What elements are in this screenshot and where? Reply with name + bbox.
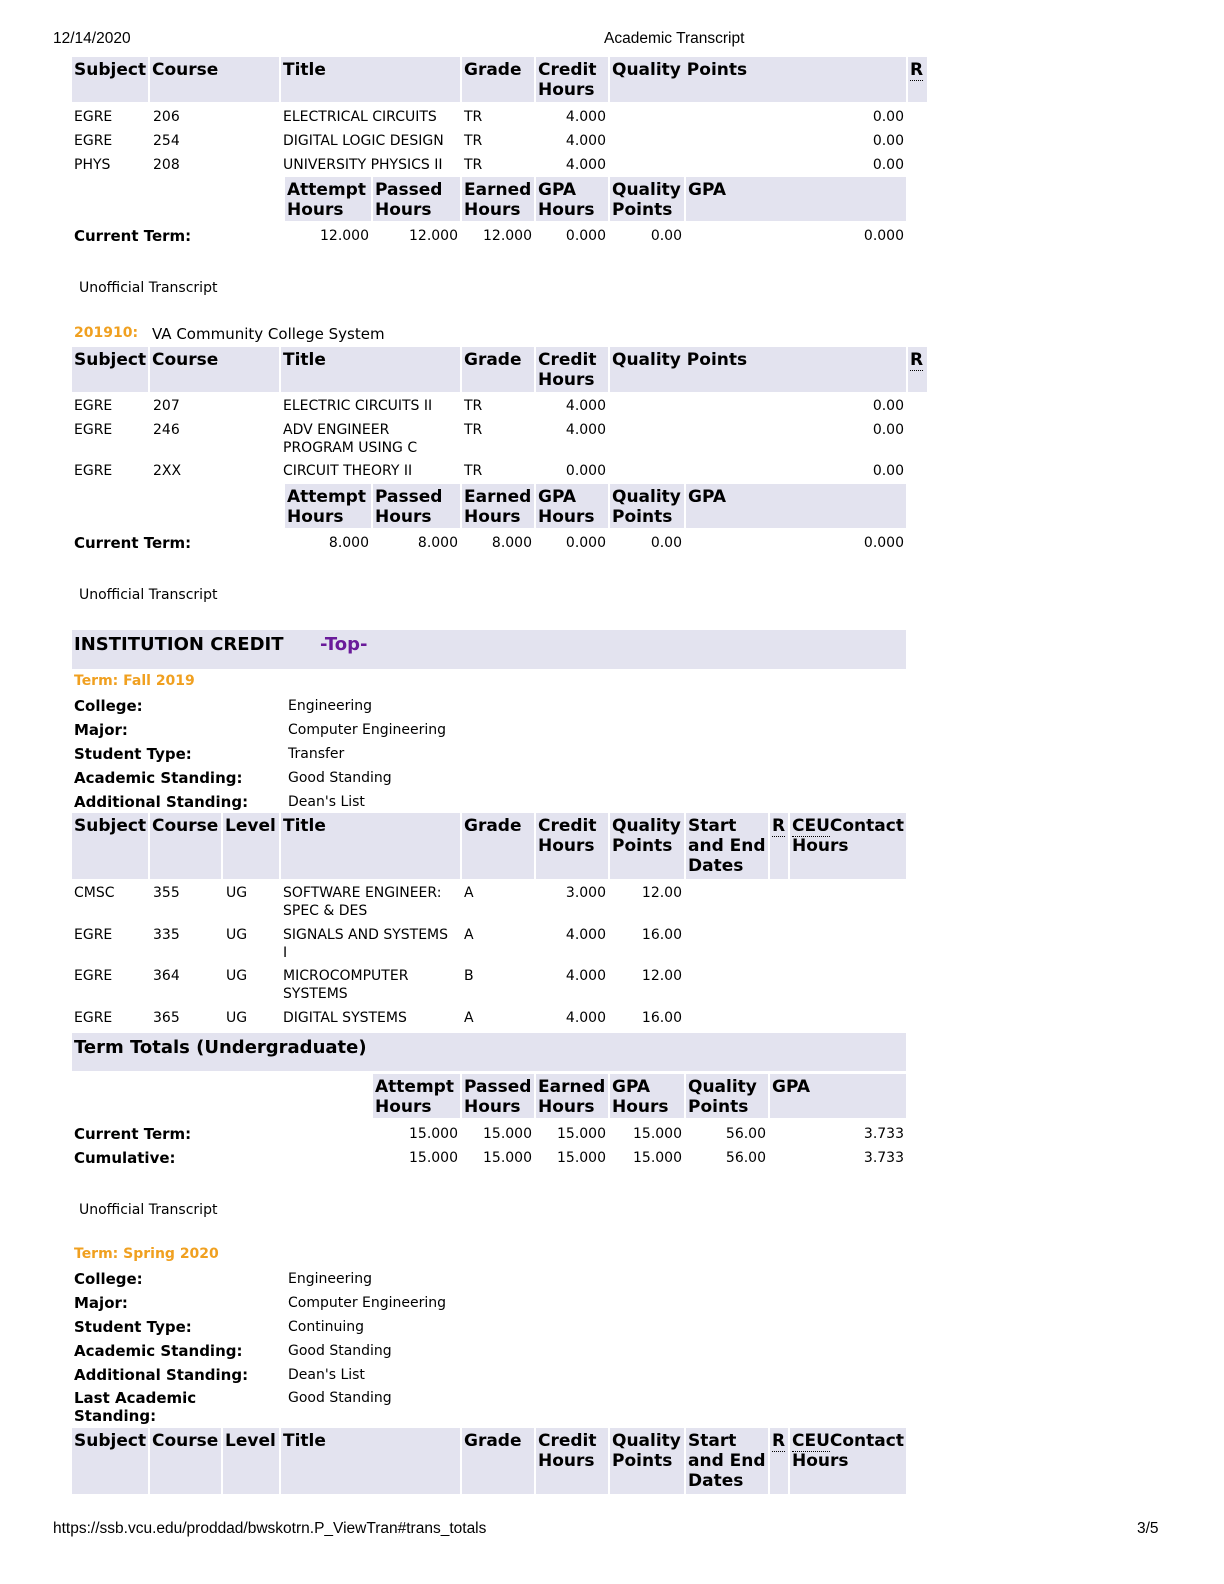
col-gpa-hours: GPA Hours (536, 484, 608, 528)
cell-course: 254 (153, 133, 180, 149)
student-type-label: Student Type: (74, 1318, 192, 1336)
total-passed: 8.000 (417, 535, 458, 551)
col-repeat: R (770, 1428, 788, 1494)
col-grade: Grade (462, 57, 534, 102)
cell-course: 355 (153, 885, 180, 901)
current-earned: 15.000 (557, 1126, 606, 1142)
cell-subject: EGRE (74, 398, 113, 414)
page-number: 3/5 (1137, 1520, 1159, 1537)
cell-title: UNIVERSITY PHYSICS II (283, 157, 443, 173)
cell-title: ELECTRIC CIRCUITS II (283, 398, 433, 414)
major-value: Computer Engineering (288, 1295, 447, 1311)
cell-grade: B (464, 968, 474, 984)
major-label: Major: (74, 1294, 128, 1312)
cell-grade: A (464, 1010, 474, 1026)
col-course: Course (150, 1428, 221, 1494)
col-credit-hours: Credit Hours (536, 57, 608, 102)
col-passed-hours: Passed Hours (462, 1074, 534, 1118)
col-ceu-contact: CEUContact Hours (790, 1428, 906, 1494)
cell-title: MICROCOMPUTER SYSTEMS (283, 968, 409, 1002)
col-attempt-hours: Attempt Hours (285, 484, 371, 528)
college-value: Engineering (288, 1271, 372, 1287)
cell-subject: EGRE (74, 968, 113, 984)
total-gpa: 0.000 (863, 535, 904, 551)
unofficial-note: Unofficial Transcript (79, 1202, 218, 1218)
cell-credit: 4.000 (565, 927, 606, 943)
total-gpa-hours: 0.000 (565, 228, 606, 244)
cell-quality-points: 0.00 (872, 463, 904, 479)
cell-grade: TR (464, 109, 483, 125)
col-grade: Grade (462, 813, 534, 879)
cell-course: 206 (153, 109, 180, 125)
cell-quality-points: 0.00 (872, 133, 904, 149)
major-label: Major: (74, 721, 128, 739)
col-quality-points: Quality Points (686, 1074, 768, 1118)
total-attempt: 8.000 (328, 535, 369, 551)
cell-course: 246 (153, 422, 180, 438)
cell-course: 2XX (153, 463, 182, 479)
col-title: Title (281, 347, 460, 392)
unofficial-note: Unofficial Transcript (79, 587, 218, 603)
col-level: Level (223, 813, 279, 879)
last-academic-standing-label: Last Academic Standing: (74, 1389, 197, 1425)
term-name: Term: Fall 2019 (74, 673, 195, 689)
academic-standing-label: Academic Standing: (74, 1342, 243, 1360)
cell-grade: A (464, 885, 474, 901)
cell-title: SOFTWARE ENGINEER: SPEC & DES (283, 885, 442, 919)
college-value: Engineering (288, 698, 372, 714)
cell-subject: EGRE (74, 422, 113, 438)
cell-title: DIGITAL SYSTEMS (283, 1010, 407, 1026)
cell-title: ELECTRICAL CIRCUITS (283, 109, 437, 125)
col-gpa: GPA (770, 1074, 906, 1118)
last-academic-standing-value: Good Standing (288, 1390, 392, 1406)
col-dates: Start and End Dates (686, 813, 768, 879)
cell-course: 335 (153, 927, 180, 943)
cell-subject: EGRE (74, 927, 113, 943)
top-link[interactable]: -Top- (320, 634, 368, 655)
term-totals-title: Term Totals (Undergraduate) (74, 1037, 367, 1058)
cell-credit: 4.000 (565, 109, 606, 125)
cell-credit: 4.000 (565, 398, 606, 414)
col-attempt-hours: Attempt Hours (373, 1074, 460, 1118)
additional-standing-value: Dean's List (288, 1367, 365, 1383)
cell-course: 208 (153, 157, 180, 173)
col-quality-points: Quality Points (610, 57, 906, 102)
col-subject: Subject (72, 813, 148, 879)
col-subject: Subject (72, 347, 148, 392)
cell-quality-points: 0.00 (872, 398, 904, 414)
additional-standing-label: Additional Standing: (74, 1366, 249, 1384)
page-url: https://ssb.vcu.edu/proddad/bwskotrn.P_ViewTran#trans_totals (53, 1520, 487, 1537)
col-quality-points: Quality Points (610, 1428, 684, 1494)
cumulative-passed: 15.000 (483, 1150, 532, 1166)
col-subject: Subject (72, 1428, 148, 1494)
cell-credit: 4.000 (565, 133, 606, 149)
col-subject: Subject (72, 57, 148, 102)
major-value: Computer Engineering (288, 722, 447, 738)
cell-credit: 4.000 (565, 422, 606, 438)
col-credit-hours: Credit Hours (536, 347, 608, 392)
col-repeat: R (908, 57, 927, 102)
cell-credit: 4.000 (565, 157, 606, 173)
col-ceu-contact: CEUContact Hours (790, 813, 906, 879)
col-level: Level (223, 1428, 279, 1494)
col-dates: Start and End Dates (686, 1428, 768, 1494)
col-attempt-hours: Attempt Hours (285, 177, 371, 221)
cell-credit: 4.000 (565, 968, 606, 984)
cell-quality-points: 16.00 (641, 1010, 682, 1026)
cumulative-quality: 56.00 (725, 1150, 766, 1166)
current-term-label: Current Term: (74, 534, 192, 552)
cumulative-gpa: 3.733 (863, 1150, 904, 1166)
cell-title: ADV ENGINEER PROGRAM USING C (283, 422, 418, 456)
cell-grade: TR (464, 398, 483, 414)
cell-subject: CMSC (74, 885, 115, 901)
unofficial-note: Unofficial Transcript (79, 280, 218, 296)
additional-standing-value: Dean's List (288, 794, 365, 810)
col-gpa: GPA (686, 484, 906, 528)
cell-quality-points: 0.00 (872, 422, 904, 438)
cell-level: UG (226, 1010, 248, 1026)
cell-credit: 3.000 (565, 885, 606, 901)
cell-subject: EGRE (74, 109, 113, 125)
current-gpa: 3.733 (863, 1126, 904, 1142)
academic-standing-label: Academic Standing: (74, 769, 243, 787)
cell-grade: TR (464, 463, 483, 479)
cell-level: UG (226, 927, 248, 943)
total-gpa: 0.000 (863, 228, 904, 244)
cell-quality-points: 0.00 (872, 157, 904, 173)
academic-standing-value: Good Standing (288, 1343, 392, 1359)
institution-name: VA Community College System (152, 325, 385, 343)
col-title: Title (281, 1428, 460, 1494)
cell-title: SIGNALS AND SYSTEMS I (283, 927, 449, 961)
student-type-value: Transfer (288, 746, 345, 762)
col-passed-hours: Passed Hours (373, 177, 460, 221)
college-label: College: (74, 1270, 143, 1288)
col-quality-points: Quality Points (610, 347, 906, 392)
col-quality-points: Quality Points (610, 813, 684, 879)
cell-course: 364 (153, 968, 180, 984)
cell-course: 365 (153, 1010, 180, 1026)
total-passed: 12.000 (409, 228, 458, 244)
current-gpa-hours: 15.000 (633, 1126, 682, 1142)
total-gpa-hours: 0.000 (565, 535, 606, 551)
cell-subject: EGRE (74, 133, 113, 149)
col-title: Title (281, 813, 460, 879)
col-earned-hours: Earned Hours (462, 484, 534, 528)
cell-subject: PHYS (74, 157, 111, 173)
term-name: Term: Spring 2020 (74, 1246, 219, 1262)
college-label: College: (74, 697, 143, 715)
cell-subject: EGRE (74, 463, 113, 479)
col-course: Course (150, 347, 279, 392)
print-date: 12/14/2020 (53, 30, 131, 47)
cell-quality-points: 12.00 (641, 885, 682, 901)
col-title: Title (281, 57, 460, 102)
cell-quality-points: 12.00 (641, 968, 682, 984)
col-repeat: R (908, 347, 927, 392)
student-type-value: Continuing (288, 1319, 364, 1335)
cell-course: 207 (153, 398, 180, 414)
col-quality-points: Quality Points (610, 177, 684, 221)
total-quality: 0.00 (650, 228, 682, 244)
current-passed: 15.000 (483, 1126, 532, 1142)
cell-credit: 4.000 (565, 1010, 606, 1026)
cumulative-earned: 15.000 (557, 1150, 606, 1166)
academic-standing-value: Good Standing (288, 770, 392, 786)
cumulative-gpa-hours: 15.000 (633, 1150, 682, 1166)
col-course: Course (150, 813, 221, 879)
current-attempt: 15.000 (409, 1126, 458, 1142)
col-passed-hours: Passed Hours (373, 484, 460, 528)
col-credit-hours: Credit Hours (536, 813, 608, 879)
col-course: Course (150, 57, 279, 102)
col-grade: Grade (462, 347, 534, 392)
cell-grade: TR (464, 422, 483, 438)
col-repeat: R (770, 813, 788, 879)
current-term-label: Current Term: (74, 1125, 192, 1143)
col-credit-hours: Credit Hours (536, 1428, 608, 1494)
cell-subject: EGRE (74, 1010, 113, 1026)
cell-credit: 0.000 (565, 463, 606, 479)
cell-grade: A (464, 927, 474, 943)
current-quality: 56.00 (725, 1126, 766, 1142)
cell-quality-points: 0.00 (872, 109, 904, 125)
current-term-label: Current Term: (74, 227, 192, 245)
col-gpa: GPA (686, 177, 906, 221)
total-earned: 8.000 (491, 535, 532, 551)
cumulative-attempt: 15.000 (409, 1150, 458, 1166)
term-code: 201910: (74, 325, 139, 341)
col-gpa-hours: GPA Hours (536, 177, 608, 221)
cell-title: CIRCUIT THEORY II (283, 463, 413, 479)
cell-level: UG (226, 968, 248, 984)
section-title: INSTITUTION CREDIT (74, 634, 284, 655)
cell-quality-points: 16.00 (641, 927, 682, 943)
cell-title: DIGITAL LOGIC DESIGN (283, 133, 444, 149)
cell-grade: TR (464, 157, 483, 173)
total-earned: 12.000 (483, 228, 532, 244)
cell-grade: TR (464, 133, 483, 149)
col-earned-hours: Earned Hours (536, 1074, 608, 1118)
page-title: Academic Transcript (604, 30, 745, 47)
additional-standing-label: Additional Standing: (74, 793, 249, 811)
col-grade: Grade (462, 1428, 534, 1494)
student-type-label: Student Type: (74, 745, 192, 763)
total-quality: 0.00 (650, 535, 682, 551)
cell-level: UG (226, 885, 248, 901)
col-earned-hours: Earned Hours (462, 177, 534, 221)
col-gpa-hours: GPA Hours (610, 1074, 684, 1118)
total-attempt: 12.000 (320, 228, 369, 244)
cumulative-label: Cumulative: (74, 1149, 176, 1167)
col-quality-points: Quality Points (610, 484, 684, 528)
